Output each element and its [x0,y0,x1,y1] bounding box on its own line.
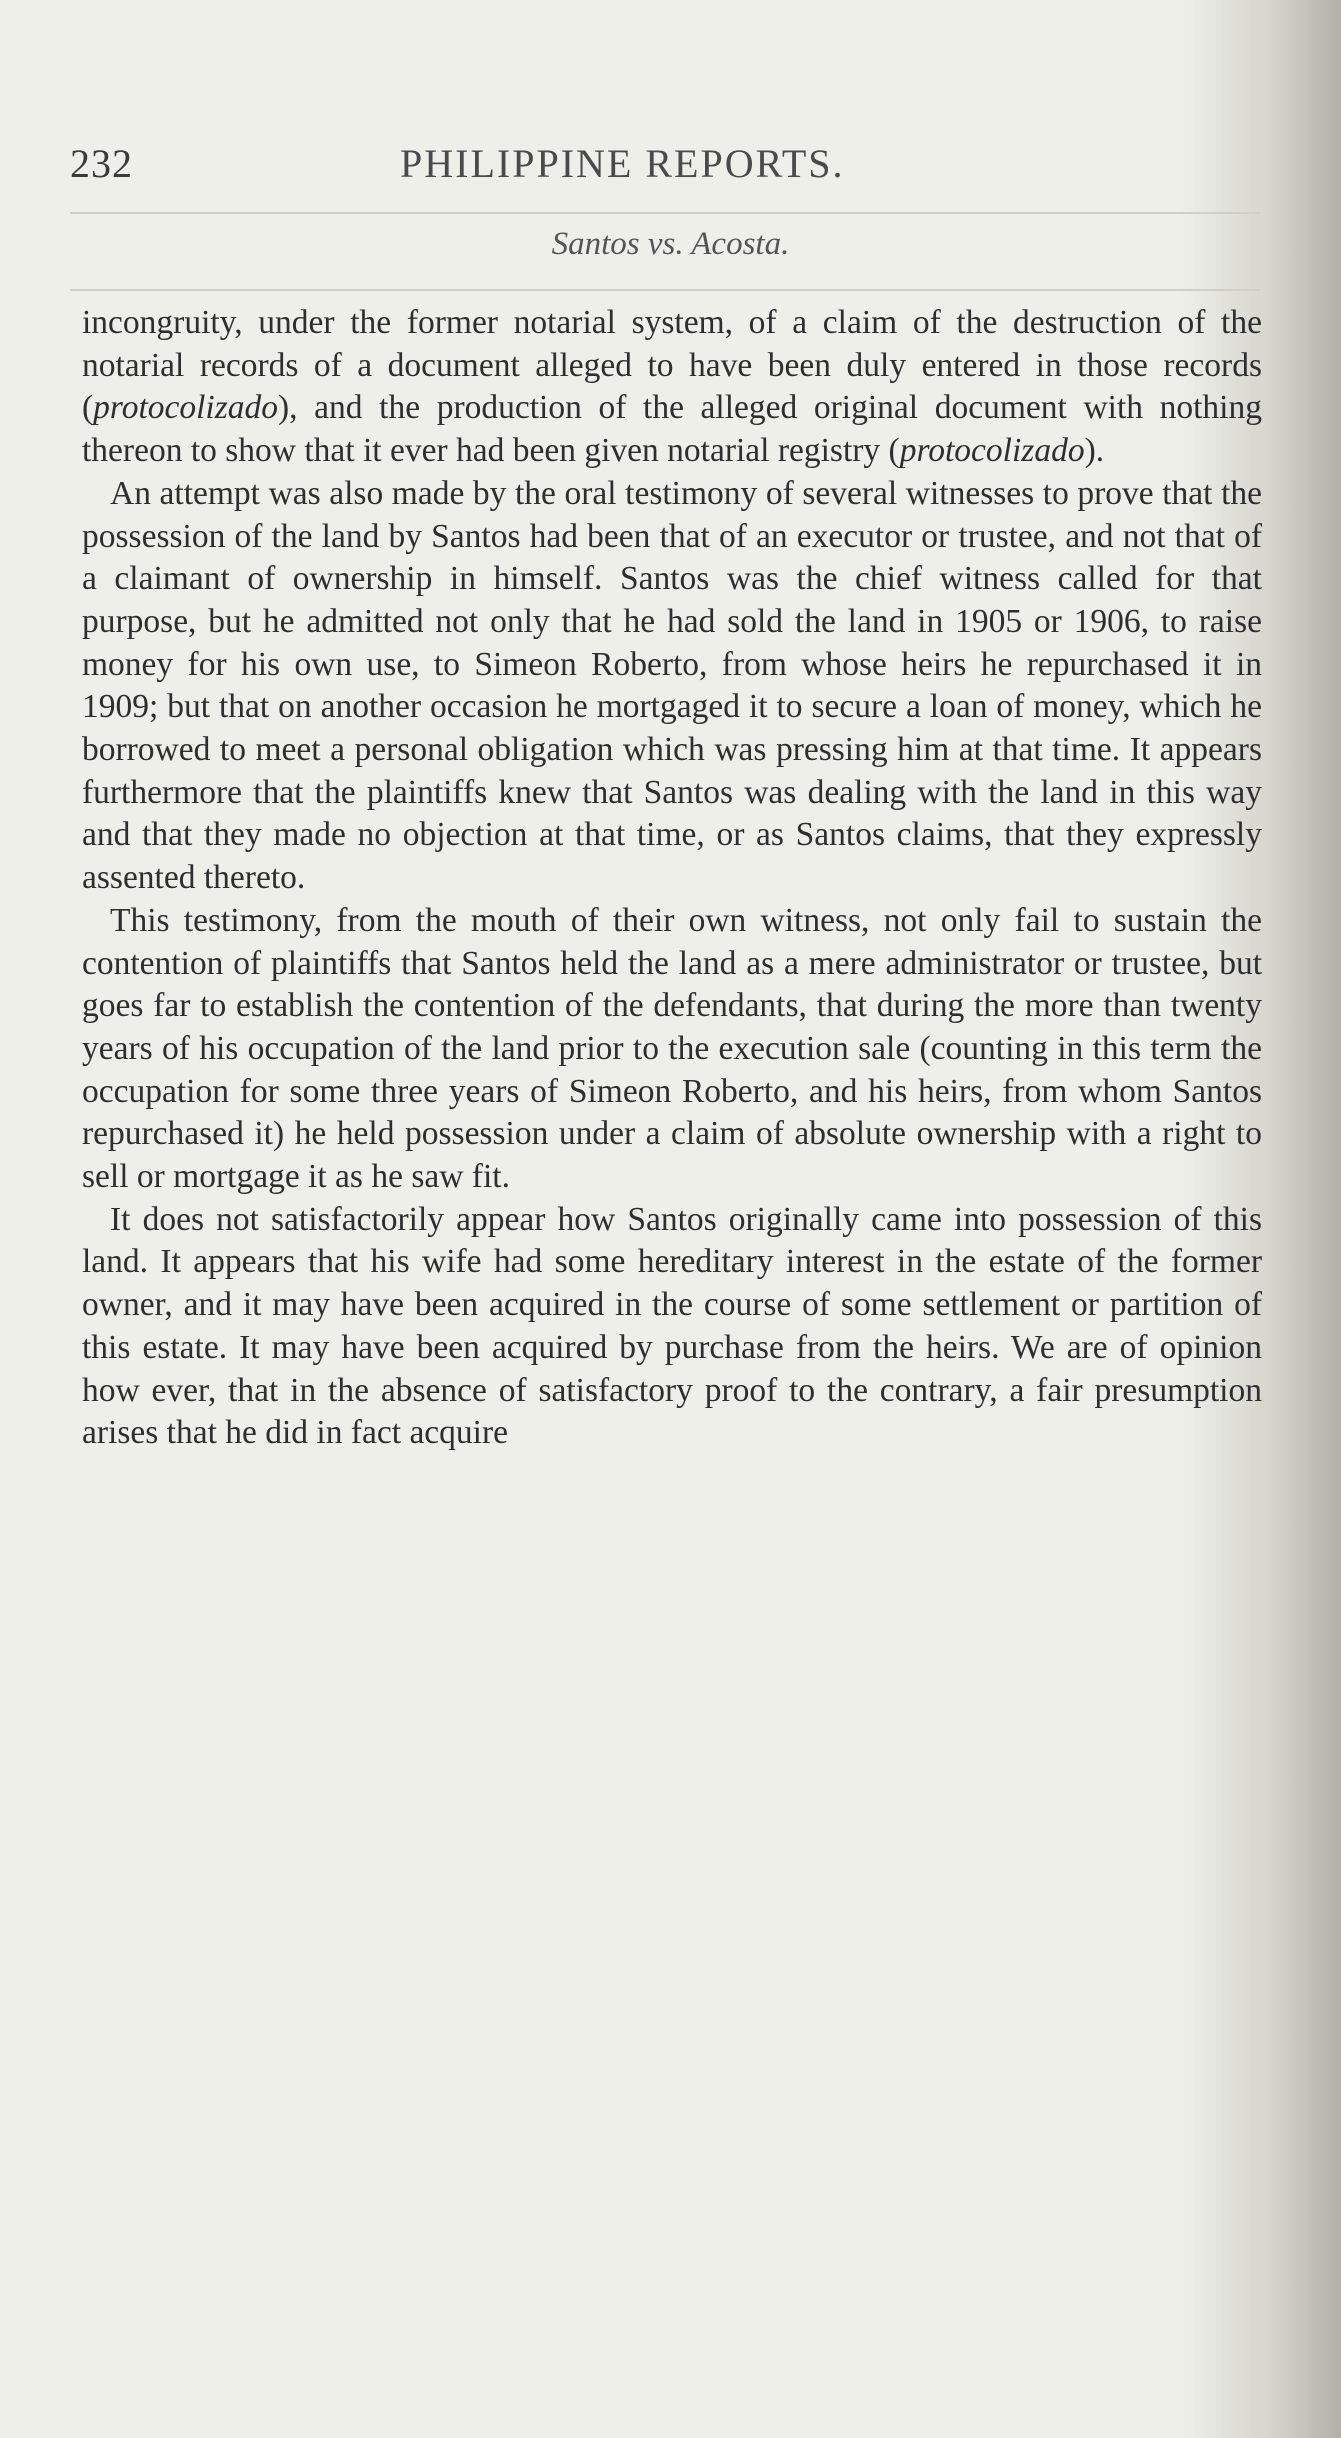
italic-term: protocolizado [93,389,279,427]
page-header [70,140,1260,200]
case-title-rule [70,289,1260,291]
page-number: 232 [70,141,133,186]
case-title: Santos vs. Acosta. [551,226,790,262]
italic-term: protocolizado [899,432,1085,470]
header-rule [70,212,1260,214]
paragraph-3: This testimony, from the mouth of their own witness, not only fail to sustain the contention of plaintiffs that Santos held the land as a mere administrator or trustee, but goes far to establish the contention of the defendants, that during the more than twenty years of his occupation of the land prior to the execution sale (counting in this term the occupation for some three years of Simeon Roberto, and his heirs, from whom Santos repurchased it) he held possession under a claim of absolute ownership with a right to sell or mortgage it as he saw fit. [82,901,1262,1196]
paragraph-1: incongruity, under the former notarial system, of a claim of the destruction of the notarial records of a document alleged to have been duly entered in those records (protocolizado), and the production of the alleged original document with nothing thereon to show that it ever had been given notarial registry (protocolizado). [82,304,1262,470]
running-title: PHILIPPINE REPORTS. [400,141,845,186]
paragraph-4: It does not satisfactorily appear how Santos originally came into possession of this land. It appears that his wife had some hereditary interest in the estate of the former owner, and it may have been acquired in the course of some settlement or partition of this estate. It may have been acquired by purchase from the heirs. We are of opinion how ever, that in the absence of satisfactory proof to the contrary, a fair presumption arises that he did in fact acquire [82,1200,1262,1452]
body-text [82,302,1262,1455]
paragraph-2: An attempt was also made by the oral testimony of several witnesses to prove that the possession of the land by Santos had been that of an executor or trustee, and not that of a claimant of ownership in himself. Santos was the chief witness called for that purpose, but he admitted not only that he had sold the land in 1905 or 1906, to raise money for his own use, to Simeon Roberto, from whose heirs he repurchased it in 1909; but that on another occasion he mortgaged it to secure a loan of money, which he borrowed to meet a personal obligation which was pressing him at that time. It appears furthermore that the plaintiffs knew that Santos was dealing with the land in this way and that they made no objection at that time, or as Santos claims, that they expressly assented thereto. [82,474,1262,897]
